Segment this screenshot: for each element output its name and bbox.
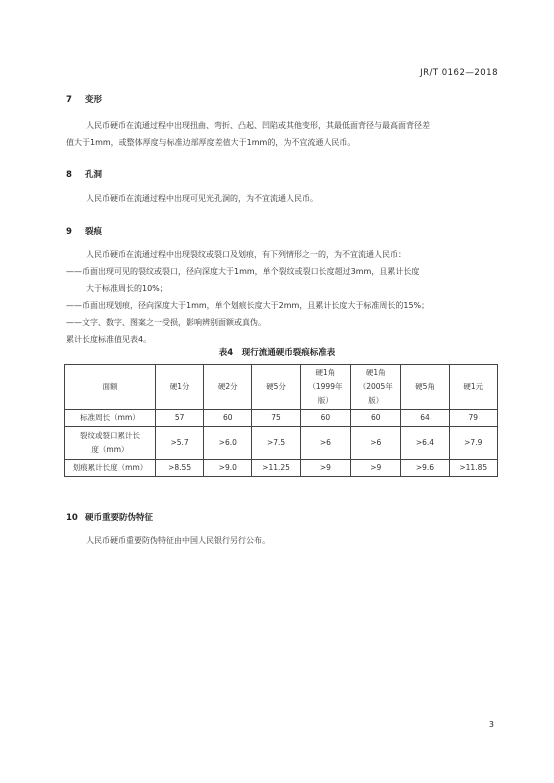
section-number: 9 — [66, 227, 72, 237]
paragraph-line: 大于标准周长的10%； — [86, 284, 168, 293]
paragraph-line: ——文字、数字、图案之一受损，影响辨别面额或真伪。 — [66, 318, 266, 327]
table-cell: >6.0 — [204, 427, 252, 460]
document-code: JR/T 0162—2018 — [420, 68, 498, 78]
table-cell: >8.55 — [155, 460, 203, 477]
table-header-cell: 硬1分 — [155, 365, 203, 410]
section-title: 孔洞 — [85, 170, 103, 180]
table-cell: >9 — [351, 460, 401, 477]
paragraph-line: ——币面出现划痕，径向深度大于1mm，单个划痕长度大于2mm，且累计长度大于标准周长的15%； — [66, 301, 430, 310]
section-number: 8 — [66, 170, 72, 180]
section-title: 硬币重要防伪特征 — [85, 513, 154, 523]
paragraph-line: 人民币硬币在流通过程中出现可见光孔洞的，为不宜流通人民币。 — [86, 194, 318, 203]
table-cell: 75 — [252, 410, 300, 427]
header-line: 硬1角 — [365, 368, 386, 377]
section-number: 10 — [66, 513, 78, 523]
table-cell: >6.4 — [401, 427, 449, 460]
table-cell: >11.85 — [449, 460, 497, 477]
section-9-body — [66, 246, 498, 348]
table-row — [65, 460, 498, 477]
table-header-cell: 硬5分 — [252, 365, 300, 410]
header-line: （2005年 — [358, 382, 393, 391]
table-cell: >6 — [300, 427, 350, 460]
paragraph-line: 值大于1mm，或整体厚度与标准边部厚度差值大于1mm的，为不宜流通人民币。 — [66, 138, 356, 147]
row-label-line: 度（mm） — [91, 445, 129, 454]
section-7-body — [66, 117, 498, 151]
header-line: 版） — [317, 396, 333, 405]
table-header-cell: 硬5角 — [401, 365, 449, 410]
paragraph-line: 人民币硬币在流通过程中出现裂纹或裂口及划痕，有下列情形之一的，为不宜流通人民币： — [86, 250, 406, 259]
section-title: 变形 — [85, 95, 103, 105]
table-title: 表4 现行流通硬币裂痕标准表 — [218, 348, 336, 358]
table-cell: >7.5 — [252, 427, 300, 460]
table-header-cell: 硬2分 — [204, 365, 252, 410]
table-cell: 60 — [300, 410, 350, 427]
paragraph-line: 人民币硬币重要防伪特征由中国人民银行另行公布。 — [86, 536, 270, 545]
table-cell: >5.7 — [155, 427, 203, 460]
section-9-heading — [66, 225, 102, 237]
table-header-cell: 硬1元 — [449, 365, 497, 410]
section-title: 裂痕 — [85, 227, 103, 237]
row-label: 标准周长（mm） — [65, 410, 156, 427]
section-10-body — [66, 532, 498, 549]
row-label — [65, 427, 156, 460]
table-cell: >6 — [351, 427, 401, 460]
paragraph-line: 累计长度标准值见表4。 — [66, 335, 152, 344]
table-cell: 60 — [351, 410, 401, 427]
table-cell: 60 — [204, 410, 252, 427]
row-label-line: 裂纹或裂口累计长 — [79, 431, 140, 440]
table-row — [65, 427, 498, 460]
table-header-row — [65, 365, 498, 410]
row-label: 划痕累计长度（mm） — [65, 460, 156, 477]
table-cell: >9 — [300, 460, 350, 477]
table-cell: 79 — [449, 410, 497, 427]
header-line: 版） — [368, 396, 384, 405]
table-cell: 64 — [401, 410, 449, 427]
section-8-heading — [66, 168, 102, 180]
section-10-heading — [66, 511, 153, 523]
table-cell: >11.25 — [252, 460, 300, 477]
header-line: 硬1角 — [315, 368, 336, 377]
paragraph-line: ——币面出现可见的裂纹或裂口，径向深度大于1mm，单个裂纹或裂口长度超过3mm，且累计长度 — [66, 267, 420, 276]
table-cell: >9.0 — [204, 460, 252, 477]
table-cell: >9.6 — [401, 460, 449, 477]
section-7-heading — [66, 93, 102, 105]
table-header-cell — [351, 365, 401, 410]
section-8-body — [66, 190, 498, 207]
table-row — [65, 410, 498, 427]
coin-crack-standard-table — [64, 364, 498, 477]
header-line: （1999年 — [308, 382, 343, 391]
table-header-cell: 面额 — [65, 365, 156, 410]
paragraph-line: 人民币硬币在流通过程中出现扭曲、弯折、凸起、凹陷或其他变形，其最低面背径与最高面背径差 — [86, 121, 430, 130]
section-number: 7 — [66, 95, 72, 105]
page-number: 3 — [488, 720, 494, 729]
table-cell: >7.9 — [449, 427, 497, 460]
table-cell: 57 — [155, 410, 203, 427]
table-header-cell — [300, 365, 350, 410]
